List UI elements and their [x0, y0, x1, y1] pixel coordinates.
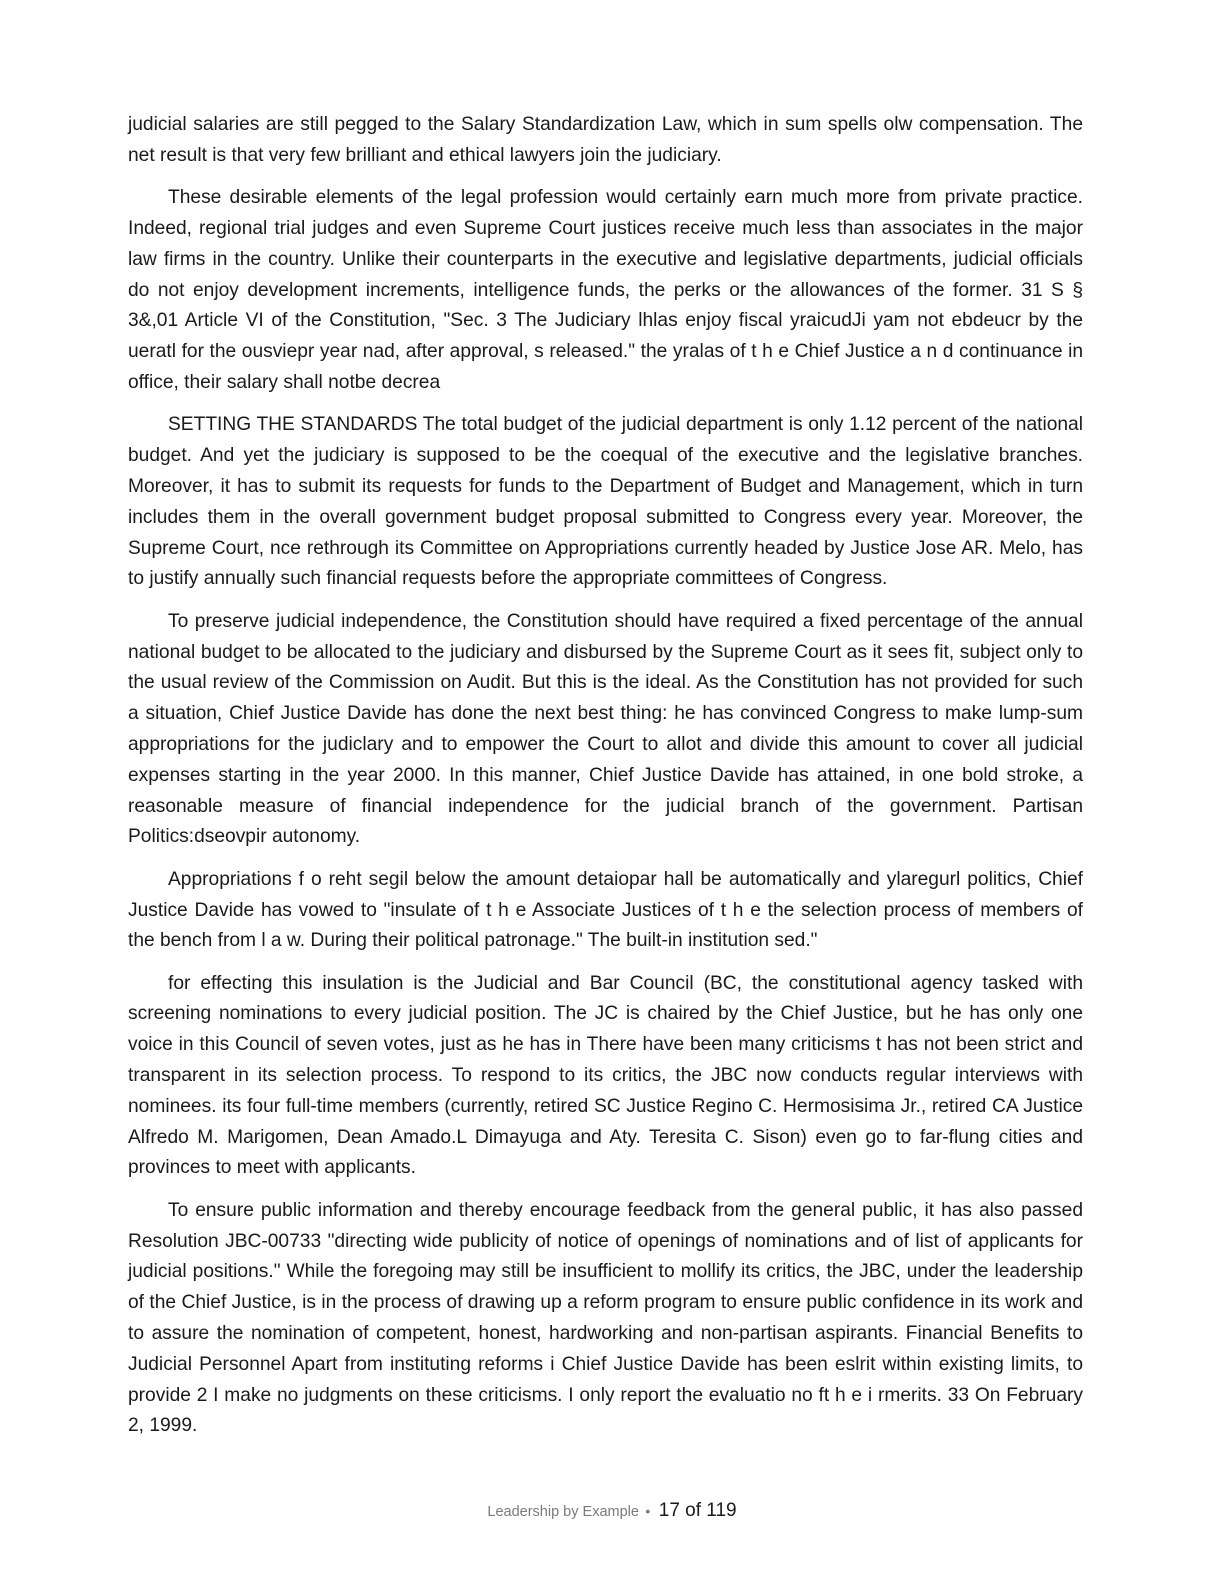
footer-bullet-separator: •: [645, 1503, 651, 1519]
document-body: [128, 110, 1083, 1442]
paragraph: for effecting this insulation is the Judicial and Bar Council (BC, the constitutional agency tasked with screening nominations to every judicial position. The JC is chaired by the Chief Justice, but he has only one voice in this Council of seven votes, just as he has in There have been many criticisms t has not been strict and transparent in its selection process. To respond to its critics, the JBC now conducts regular interviews with nominees. its four full-time members (currently, retired SC Justice Regino C. Hermosisima Jr., retired CA Justice Alfredo M. Marigomen, Dean Amado.L Dimayuga and Aty. Teresita C. Sison) even go to far-flung cities and provinces to meet with applicants.: [128, 972, 1083, 1179]
paragraph: These desirable elements of the legal profession would certainly earn much more from private practice. Indeed, regional trial judges and even Supreme Court justices receive much less than associates in the major law firms in the country. Unlike their counterparts in the executive and legislative departments, judicial officials do not enjoy development increments, intelligence funds, the perks or the allowances of the former. 31 S § 3&,01 Article VI of the Constitution, "Sec. 3 The Judiciary lhlas enjoy fiscal yraicudJi yam not ebdeucr by the ueratl for the ousviepr year nad, after approval, s released." the yralas of t h e Chief Justice a n d continuance in office, their salary shall notbe decrea: [128, 187, 1083, 393]
paragraph: To preserve judicial independence, the Constitution should have required a fixed percentage of the annual national budget to be allocated to the judiciary and disbursed by the Supreme Court as it sees fit, subject only to the usual review of the Commission on Audit. But this is the ideal. As the Constitution has not provided for such a situation, Chief Justice Davide has done the next best thing: he has convinced Congress to make lump-sum appropriations for the judiclary and to empower the Court to allot and divide this amount to cover all judicial expenses starting in the year 2000. In this manner, Chief Justice Davide has attained, in one bold stroke, a reasonable measure of financial independence for the judicial branch of the government. Partisan Politics:dseovpir autonomy.: [128, 610, 1083, 848]
footer-document-title: Leadership by Example: [487, 1504, 639, 1520]
page-footer: [0, 1500, 1224, 1522]
paragraph: To ensure public information and thereby encourage feedback from the general public, it has also passed Resolution JBC-00733 "directing wide publicity of notice of openings of nominations and of list of applicants for judicial positions." While the foregoing may still be insufficient to mollify its critics, the JBC, under the leadership of the Chief Justice, is in the process of drawing up a reform program to ensure public confidence in its work and to assure the nomination of competent, honest, hardworking and non-partisan aspirants. Financial Benefits to Judicial Personnel Apart from instituting reforms i Chief Justice Davide has been eslrit within existing limits, to provide 2 I make no judgments on these criticisms. I only report the evaluatio no ft h e i rmerits. 33 On February 2, 1999.: [128, 1199, 1083, 1437]
page-number: 17 of 119: [658, 1500, 737, 1521]
paragraph: Appropriations f o reht segil below the amount detaiopar hall be automatically and ylaregurl politics, Chief Justice Davide has vowed to "insulate of t h e Associate Justices of t h e the selection process of members of the bench from l a w. During their political patronage." The built-in institution sed.": [128, 868, 1083, 952]
paragraph: judicial salaries are still pegged to the Salary Standardization Law, which in sum spells olw compensation. The net result is that very few brilliant and ethical lawyers join the judiciary.: [128, 114, 1083, 166]
paragraph: SETTING THE STANDARDS The total budget of the judicial department is only 1.12 percent of the national budget. And yet the judiciary is supposed to be the coequal of the executive and the legislative branches. Moreover, it has to submit its requests for funds to the Department of Budget and Management, which in turn includes them in the overall government budget proposal submitted to Congress every year. Moreover, the Supreme Court, nce rethrough its Committee on Appropriations currently headed by Justice Jose AR. Melo, has to justify annually such financial requests before the appropriate committees of Congress.: [128, 414, 1083, 590]
